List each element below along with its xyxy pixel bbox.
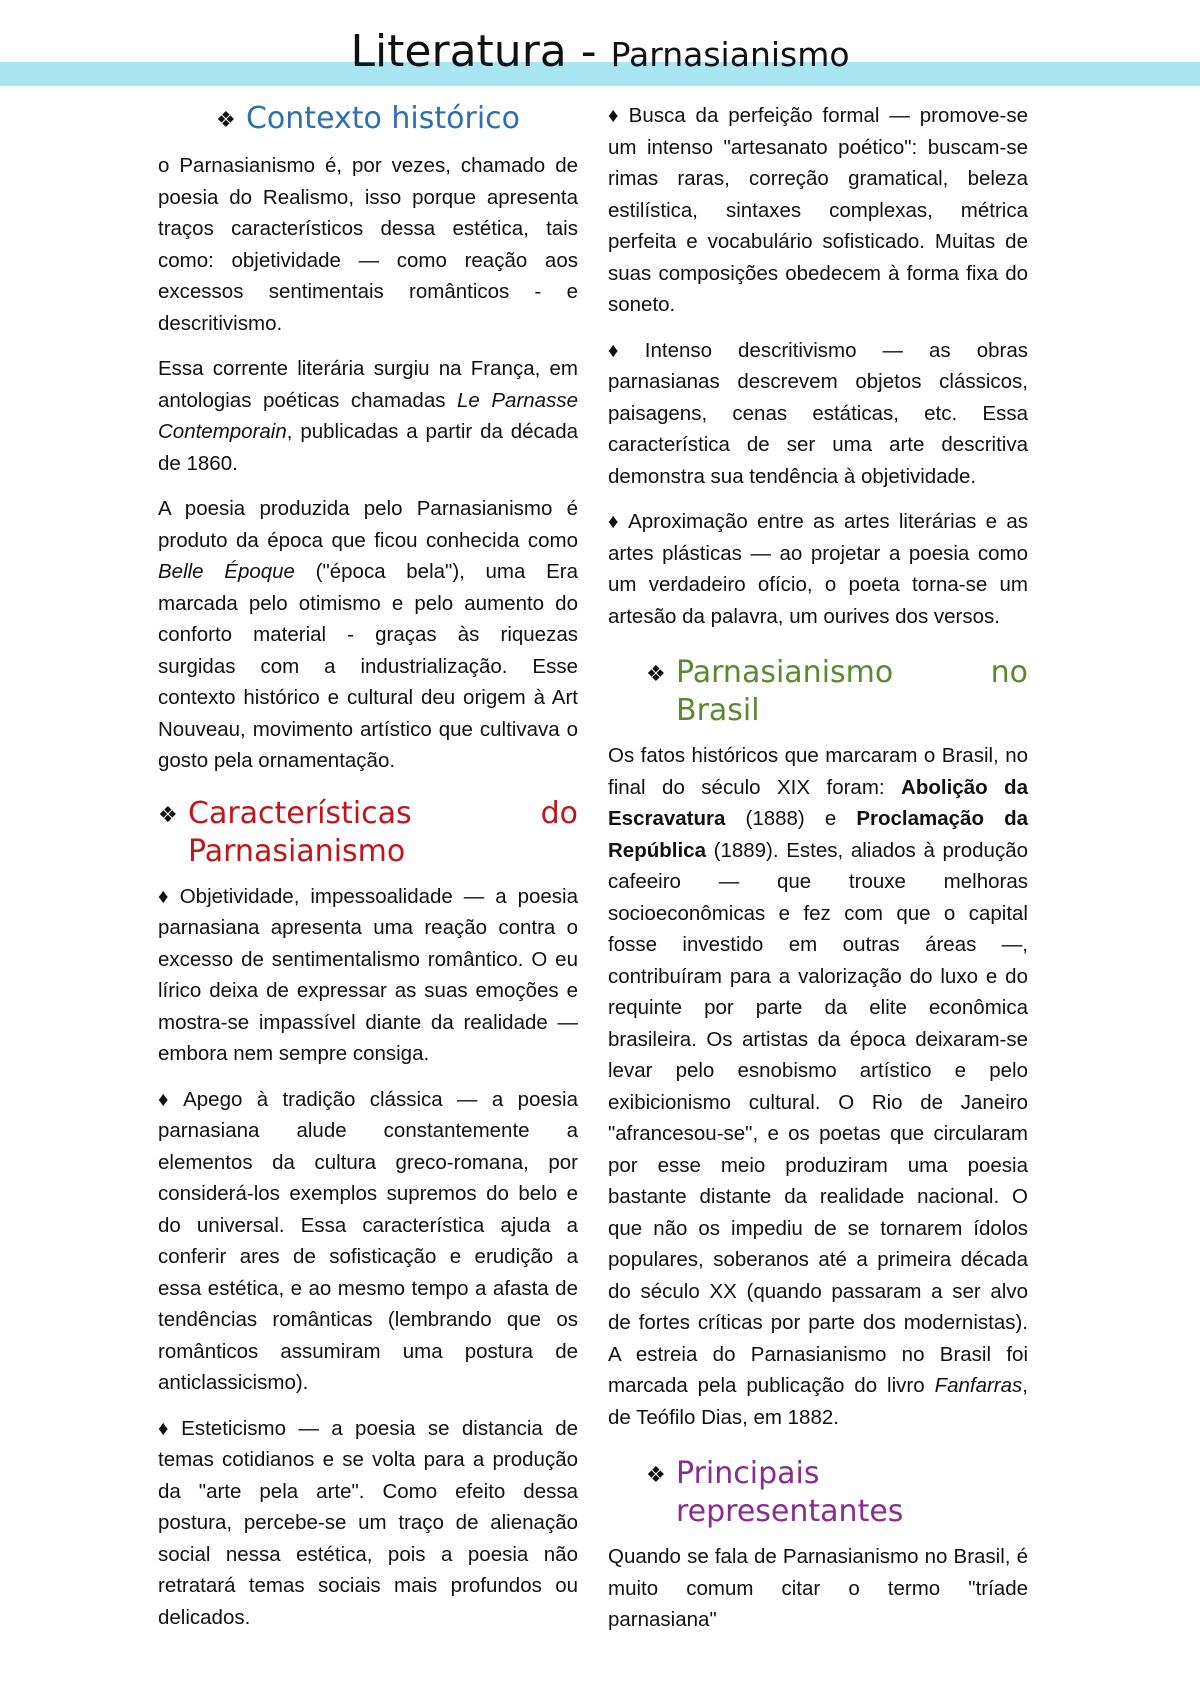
contexto-p2-text: Essa corrente literária surgiu na França, em antologias poéticas chamadas [158, 357, 578, 412]
caracteristica-item [158, 1084, 578, 1399]
left-column [158, 100, 578, 1647]
heading-caracteristicas [158, 795, 578, 871]
brasil-text-e: , de Teófilo Dias, em 1882. [608, 1374, 1028, 1429]
diamond-bullet-icon: ❖ [646, 662, 666, 687]
title-sub: Parnasianismo [610, 35, 850, 74]
contexto-paragraph-3 [158, 493, 578, 777]
small-diamond-icon: ♦ [608, 104, 623, 127]
diamond-bullet-icon: ❖ [158, 802, 178, 828]
caracteristica-item [608, 506, 1028, 632]
heading-representantes-line1: Principais [676, 1456, 820, 1491]
small-diamond-icon: ♦ [608, 338, 639, 362]
contexto-p3-italic: Belle Époque [158, 560, 295, 583]
diamond-bullet-icon: ❖ [215, 108, 236, 133]
heading-representantes-text [676, 1455, 1028, 1531]
diamond-bullet-icon: ❖ [646, 1463, 666, 1488]
heading-contexto [158, 100, 578, 140]
caracteristica-item-text: Busca da perfeição formal — promove-se um intenso "artesanato poético": buscam-se rimas raras, correção gramatical, beleza estilística, sintaxes complexas, métrica perfeita e vocabulário sofisticado. Muitas de suas composições obedecem à forma fixa do soneto. [608, 104, 1028, 316]
caracteristica-item-text: Apego à tradição clássica — a poesia parnasiana alude constantemente a elementos da cultura greco-romana, por considerá-los exemplos supremos do belo e do universal. Essa característica ajuda a conferir ares de sofisticação e erudição a essa estética, e ao mesmo tempo a afasta de tendências românticas (lembrando que os românticos assumiram uma postura de anticlassicismo). [158, 1087, 578, 1394]
brasil-italic-fanfarras: Fanfarras [934, 1374, 1023, 1397]
brasil-text-d: (1889). Estes, aliados à produção cafeeiro — que trouxe melhoras socioeconômicas e fez com que o capital fosse investido em outras áreas —, contribuíram para a valorização do luxo e do requinte por parte da elite econômica brasileira. Os artistas da época deixaram-se levar pelo esnobismo artístico e pelo exibicionismo cultural. O Rio de Janeiro "afrancesou-se", e os poetas que circularam por esse meio produziram uma poesia bastante distante da realidade nacional. O que não os impediu de se tornarem ídolos populares, soberanos até a primeira década do século XX (quando passaram a ser alvo de fortes críticas por parte dos modernistas). A estreia do Parnasianismo no Brasil foi marcada pela publicação do livro [608, 838, 1028, 1397]
representantes-paragraph: Quando se fala de Parnasianismo no Brasil, é muito comum citar o termo "tríade parnasiana" [608, 1545, 1028, 1631]
caracteristica-item-text: Esteticismo — a poesia se distancia de temas cotidianos e se volta para a produção da "arte pela arte". Como efeito dessa postura, percebe-se um traço de alienação social nessa estética, pois a poesia não retratará temas sociais mais profundos ou delicados. [158, 1416, 578, 1629]
brasil-paragraph [608, 740, 1028, 1433]
caracteristica-item [608, 100, 1028, 321]
small-diamond-icon: ♦ [158, 1087, 178, 1111]
caracteristica-item [158, 881, 578, 1070]
contexto-p3-text-end: ("época bela"), uma Era marcada pelo otimismo e pelo aumento do conforto material - graças às riquezas surgidas com a industrialização. Esse contexto histórico e cultural deu origem à Art Nouveau, movimento artístico que cultivava o gosto pela ornamentação. [158, 560, 578, 772]
contexto-p2-text-end: , publicadas a partir da década de 1860. [158, 420, 578, 475]
caracteristica-item-text: Intenso descritivismo — as obras parnasianas descrevem objetos clássicos, paisagens, cenas estáticas, etc. Essa característica de ser uma arte descritiva demonstra sua tendência à objetividade. [608, 338, 1028, 488]
caracteristica-item-text: Aproximação entre as artes literárias e as artes plásticas — ao projetar a poesia como um verdadeiro ofício, o poeta torna-se um artesão da palavra, um ourives dos versos. [608, 510, 1029, 628]
contexto-p2-italic: Le Parnasse Contemporain [158, 388, 578, 443]
contexto-paragraph-1: o Parnasianismo é, por vezes, chamado de poesia do Realismo, isso porque apresenta traços característicos dessa estética, tais como: objetividade — como reação aos excessos sentimentais românticos - e descritivismo. [158, 154, 578, 335]
caracteristica-item [158, 1413, 578, 1634]
right-column [608, 100, 1028, 1650]
heading-brasil-text [676, 654, 1028, 730]
caracteristica-item [608, 335, 1028, 493]
heading-brasil [608, 654, 1028, 730]
brasil-bold-proclamacao: Proclamação da República [608, 807, 1028, 862]
small-diamond-icon: ♦ [608, 510, 623, 533]
title-main: Literatura - [350, 26, 611, 77]
heading-caracteristicas-line2: Parnasianismo [188, 833, 406, 869]
heading-representantes [608, 1455, 1028, 1531]
heading-contexto-text: Contexto histórico [245, 101, 521, 136]
small-diamond-icon: ♦ [158, 1416, 176, 1440]
heading-brasil-line1: Parnasianismo no [676, 655, 1028, 690]
heading-brasil-line2: Brasil [676, 693, 760, 728]
brasil-text-c: (1888) e [725, 807, 857, 830]
heading-representantes-line2: representantes [676, 1494, 904, 1529]
heading-caracteristicas-text [188, 795, 578, 871]
contexto-p3-text: A poesia produzida pelo Parnasianismo é produto da época que ficou conhecida como [158, 497, 578, 552]
small-diamond-icon: ♦ [158, 884, 174, 908]
page-title [0, 26, 1200, 77]
brasil-text-a: Os fatos históricos que marcaram o Brasil, no final do século XIX foram: [608, 744, 1028, 799]
brasil-bold-abolicao: Abolição da Escravatura [608, 775, 1028, 830]
heading-caracteristicas-line1: Características do [188, 795, 578, 831]
contexto-paragraph-2 [158, 353, 578, 479]
caracteristica-item-text: Objetividade, impessoalidade — a poesia parnasiana apresenta uma reação contra o excesso de sentimentalismo romântico. O eu lírico deixa de expressar as suas emoções e mostra-se impassível diante da realidade — embora nem sempre consiga. [158, 884, 578, 1065]
